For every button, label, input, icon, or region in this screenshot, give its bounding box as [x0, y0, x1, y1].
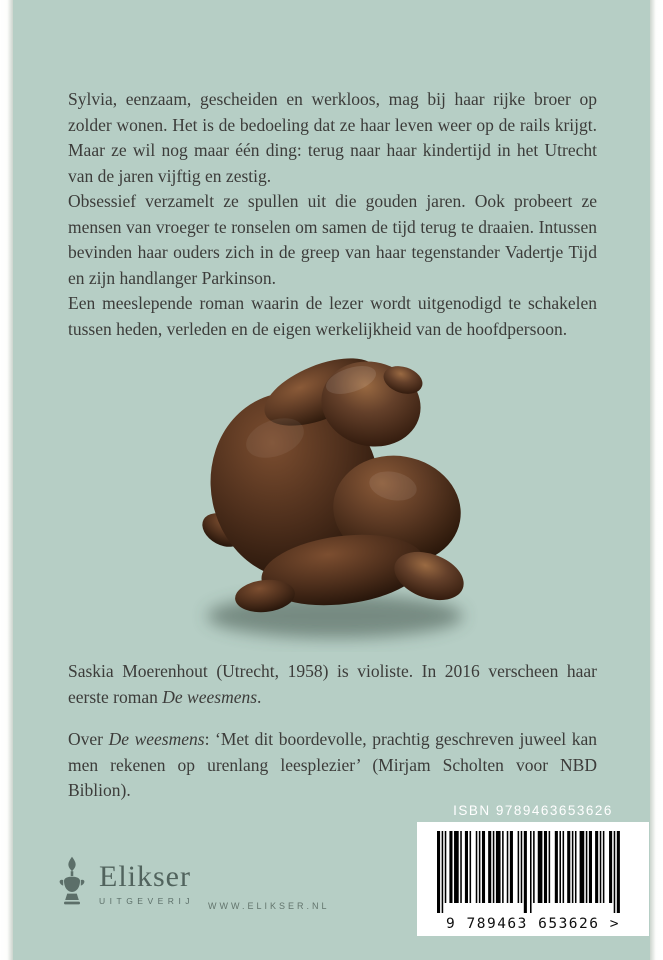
- barcode-digits: 9 789463 653626 >: [446, 916, 620, 932]
- blurb-paragraph-3: Een meeslepende roman waarin de lezer wordt uitgenodigd te schakelen tussen heden, verleden en de eigen werkelijkheid van de hoofdpersoon.: [68, 293, 597, 339]
- publisher-name: Elikser: [99, 860, 191, 893]
- bronze-sculpture-icon: [183, 318, 485, 652]
- author-note-text: Saskia Moerenhout (Utrecht, 1958) is violiste. In 2016 verscheen haar eerste roman: [68, 661, 597, 707]
- review-text: : ‘Met dit boordevolle, prachtig geschreven juweel kan men rekenen op urenlang leesplezier’ (Mirjam Scholten voor NBD Biblion).: [68, 729, 597, 800]
- review-book-title: De weesmens: [108, 729, 205, 749]
- author-note-end: .: [257, 686, 262, 707]
- elikser-lamp-icon: [56, 855, 88, 913]
- author-note: [68, 659, 597, 710]
- blurb-paragraph-1: Sylvia, eenzaam, gescheiden en werkloos, mag bij haar rijke broer op zolder wonen. Het is de bedoeling dat ze haar leven weer op de rails krijgt. Maar ze wil nog maar één ding: terug naar haar kindertijd in het Utrecht van de jaren vijftig en zestig.: [68, 89, 597, 186]
- review-quote: [68, 727, 597, 804]
- blurb: [68, 87, 597, 342]
- isbn-label: ISBN 9789463653626: [453, 803, 613, 818]
- blurb-paragraph-2: Obsessief verzamelt ze spullen uit die gouden jaren. Ook probeert ze mensen van vroeger te ronselen om samen de tijd terug te draaien. Intussen bevinden haar ouders zich in de greep van haar tegenstander Vadertje Tijd en zijn handlanger Parkinson.: [68, 191, 597, 288]
- page-edge-right: [650, 0, 663, 960]
- barcode-bars: [433, 831, 633, 915]
- publisher-subtitle: UITGEVERIJ: [99, 896, 195, 906]
- author-note-book-title: De weesmens: [162, 686, 258, 707]
- publisher-logo: [56, 855, 194, 913]
- review-intro: Over: [68, 729, 109, 749]
- publisher-website: WWW.ELIKSER.NL: [208, 901, 330, 911]
- page-edge-left: [0, 0, 13, 960]
- barcode-box: [417, 822, 649, 936]
- sculpture-image: [183, 318, 485, 652]
